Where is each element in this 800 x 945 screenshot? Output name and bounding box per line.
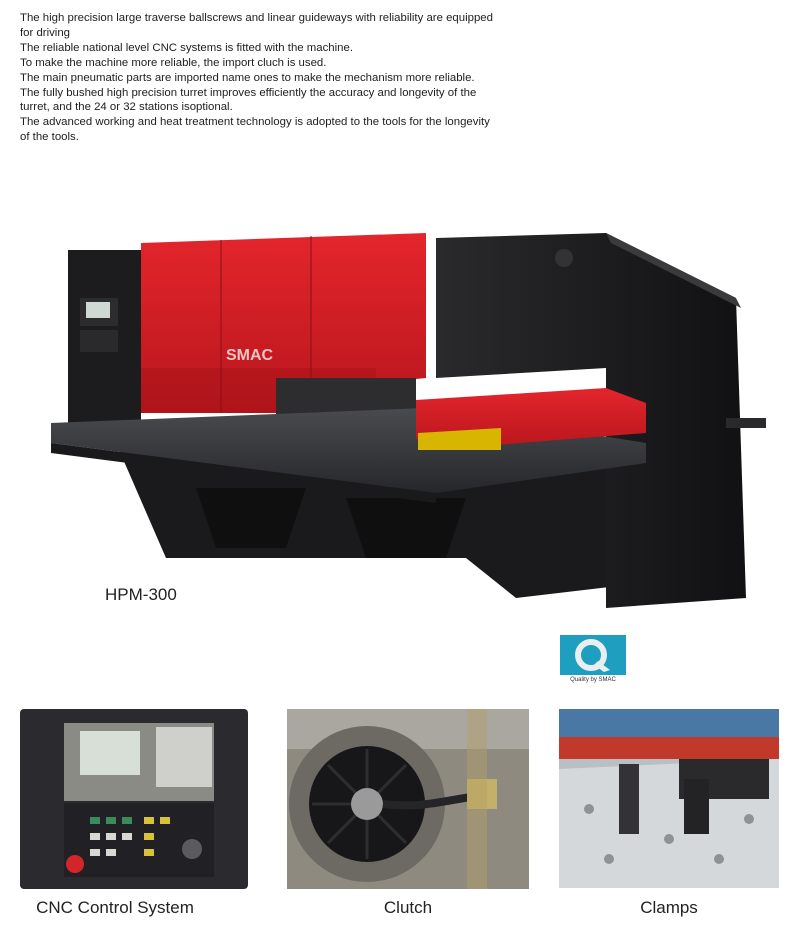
cnc-caption: CNC Control System [36,898,194,917]
intro-line: The high precision large traverse ballscrews and linear guideways with reliability are equipped for driving [20,12,493,39]
brand-mark: SMAC [226,347,274,364]
model-label: HPM-300 [105,585,177,604]
clutch-caption: Clutch [383,898,433,917]
clamps-caption: Clamps [640,898,698,917]
quality-logo [560,635,626,687]
clutch-photo [287,709,529,889]
intro-text [20,11,500,145]
clamps-photo [559,709,779,888]
intro-line: The advanced working and heat treatment technology is adopted to the tools for the longevity of the tools. [20,116,490,144]
cnc-panel-photo [20,709,248,889]
quality-logo-caption: Quality by SMAC [570,677,616,683]
machine-photo [46,228,776,608]
intro-line: To make the machine more reliable, the import cluch is used. [20,56,327,69]
intro-line: The reliable national level CNC systems is fitted with the machine. [20,41,354,54]
quality-logo-mark [560,635,626,675]
intro-line: The fully bushed high precision turret improves efficiently the accuracy and longevity of the turret, and the 24 or 32 stations isoptional. [20,86,477,114]
intro-line: The main pneumatic parts are imported name ones to make the mechanism more reliable. [20,71,475,84]
